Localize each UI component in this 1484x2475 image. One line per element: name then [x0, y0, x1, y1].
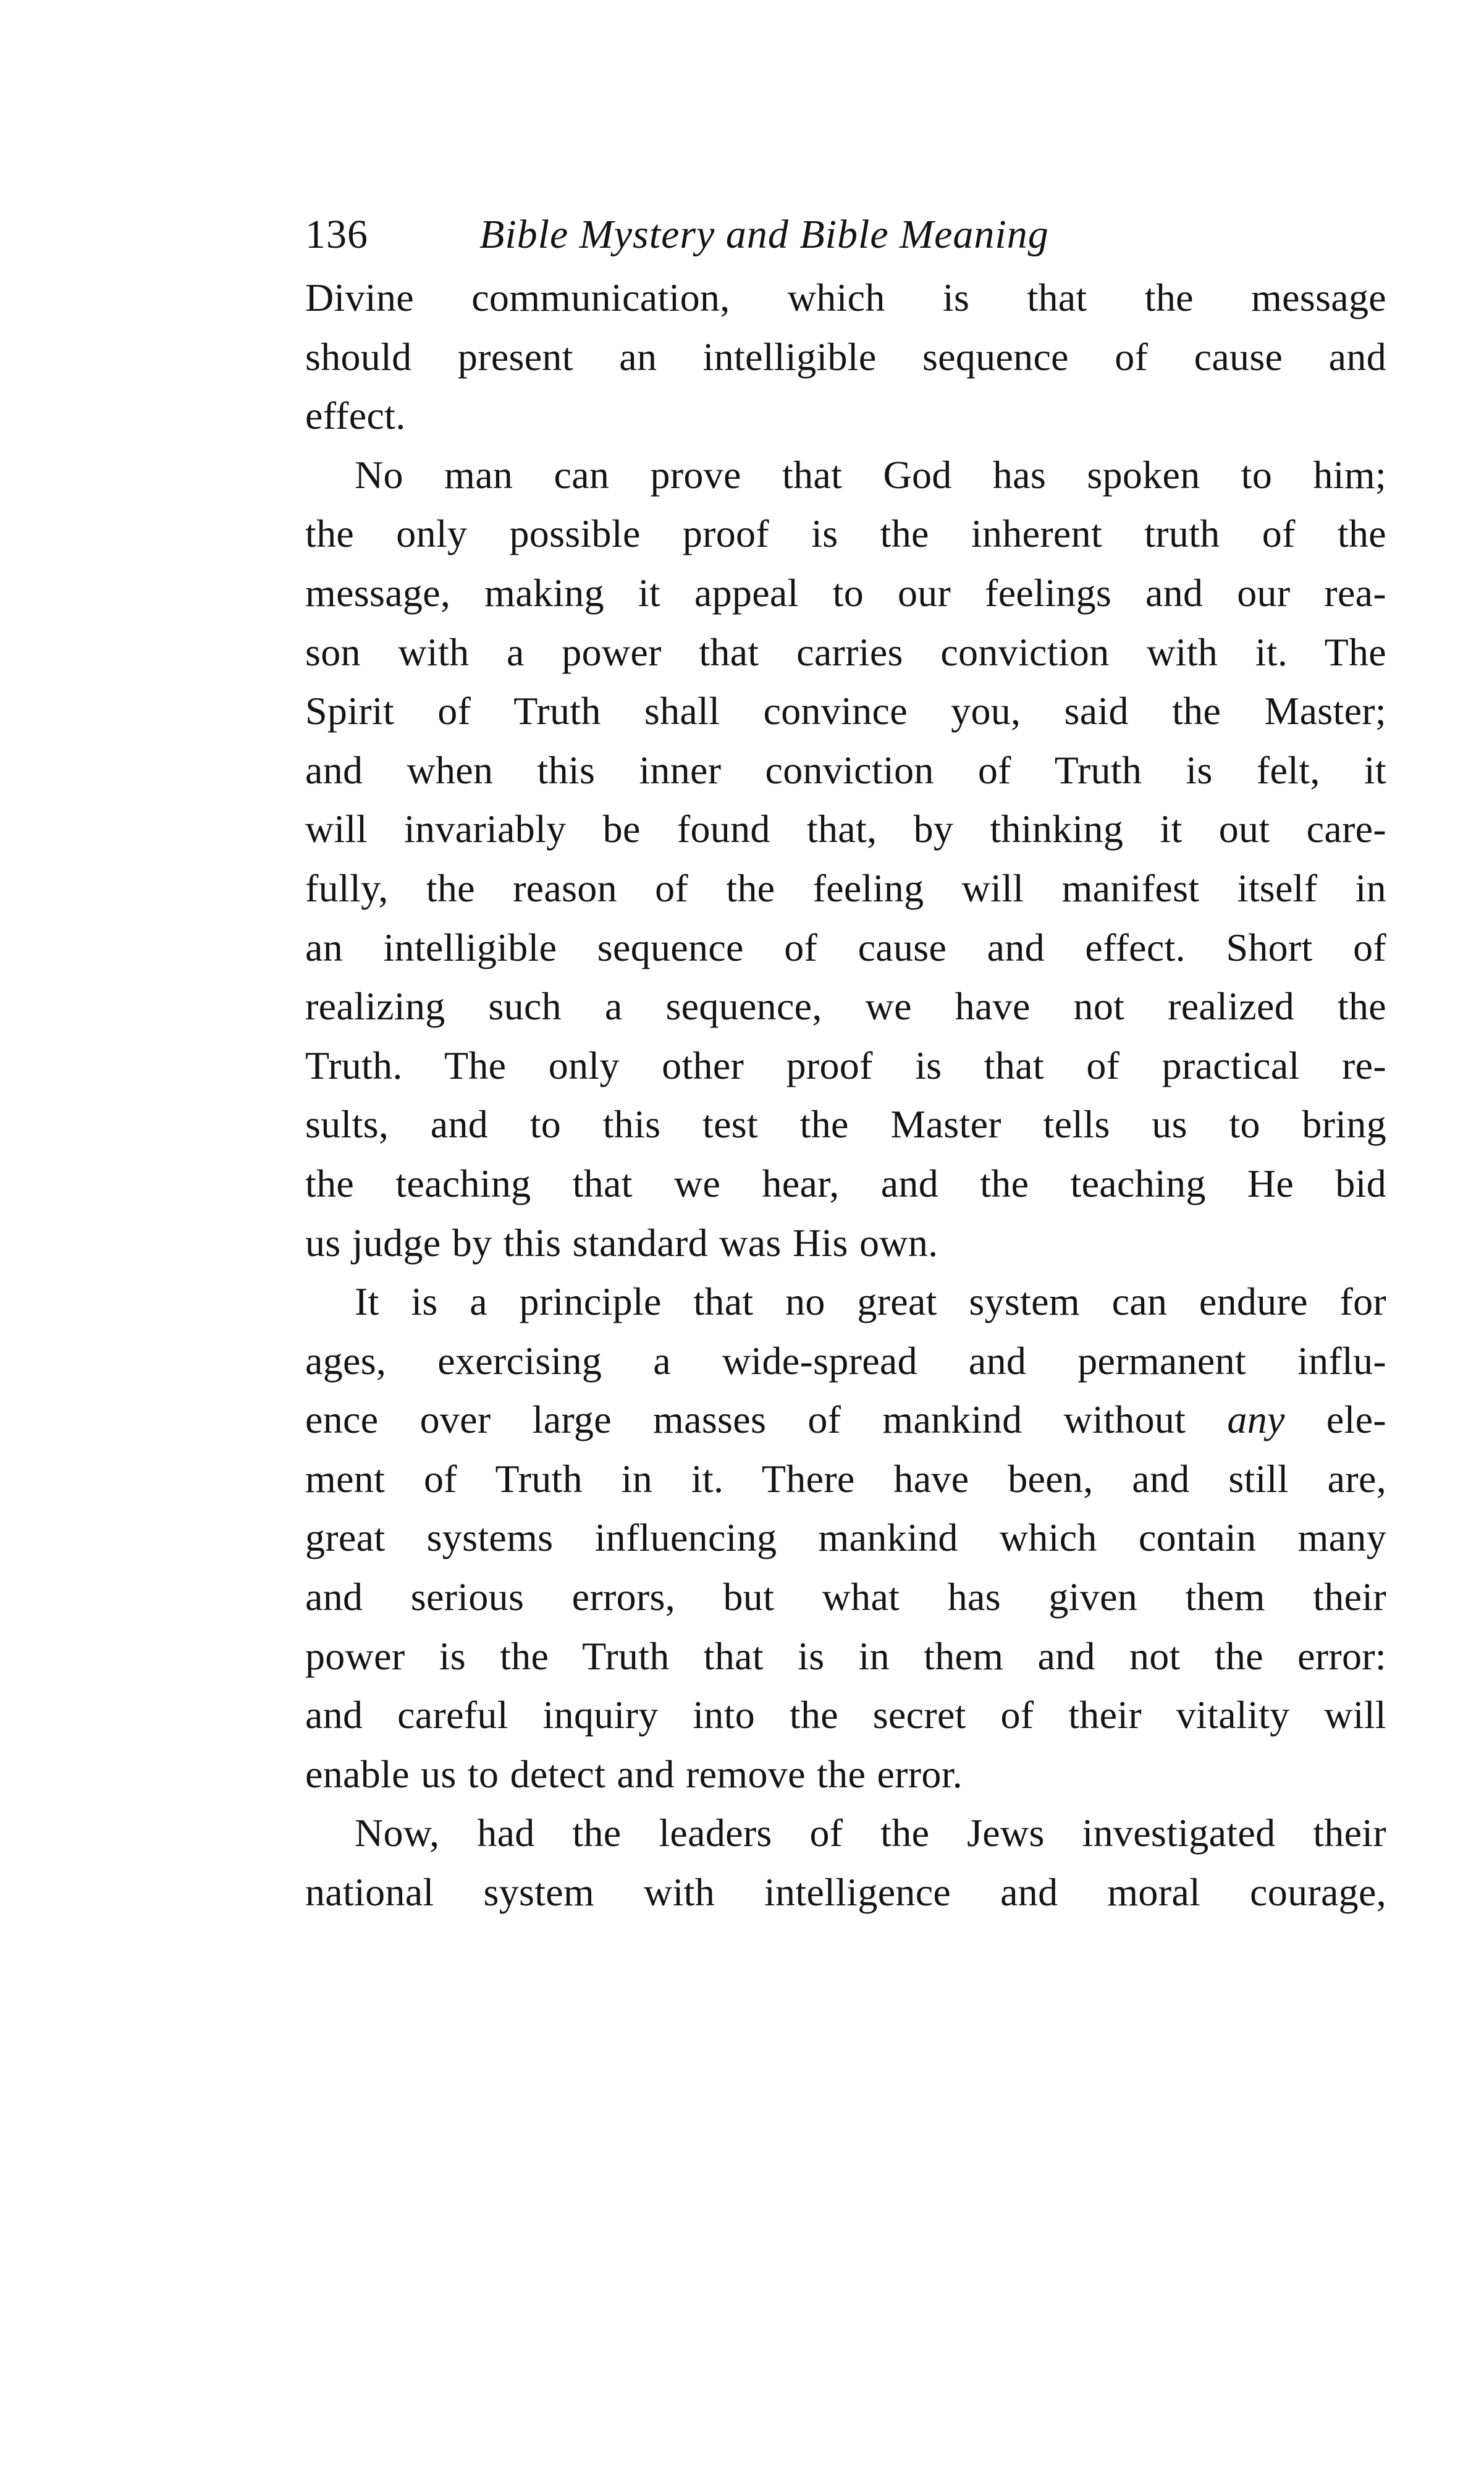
text-line: sults, and to this test the Master tells us to bring	[305, 1102, 1386, 1147]
text-line: and serious errors, but what has given them their	[305, 1575, 1386, 1619]
text-line: should present an intelligible sequence of cause and	[305, 334, 1386, 379]
text-line: the only possible proof is the inherent truth of the	[305, 512, 1386, 556]
text-line: and careful inquiry into the secret of their vitality will	[305, 1693, 1386, 1737]
text-line: the teaching that we hear, and the teaching He bid	[305, 1161, 1386, 1205]
text-line: ence over large masses of mankind without any ele-	[305, 1398, 1386, 1442]
text-line: son with a power that carries conviction with it. The	[305, 630, 1386, 674]
text-line: fully, the reason of the feeling will manifest itself in	[305, 866, 1386, 910]
text-line: effect.	[305, 394, 406, 438]
text-line: Divine communication, which is that the message	[305, 276, 1386, 319]
paragraph-4	[305, 1803, 1386, 1921]
text-line: Truth. The only other proof is that of practical re-	[305, 1043, 1386, 1087]
running-head	[305, 204, 1386, 266]
emphasis: any	[1227, 1398, 1285, 1442]
text-line: Now, had the leaders of the Jews investigated their	[355, 1811, 1386, 1855]
text-line: great systems influencing mankind which contain many	[305, 1516, 1386, 1560]
text-line: message, making it appeal to our feelings and our rea-	[305, 570, 1386, 615]
text-line: No man can prove that God has spoken to him;	[355, 452, 1386, 497]
text-line: power is the Truth that is in them and not the error:	[305, 1634, 1386, 1678]
running-title: Bible Mystery and Bible Meaning	[479, 212, 1049, 257]
page-number: 136	[305, 212, 368, 257]
text-line: It is a principle that no great system can endure for	[355, 1280, 1386, 1324]
paragraph-3	[305, 1272, 1386, 1803]
text-line: national system with intelligence and moral courage,	[305, 1870, 1386, 1915]
text-line: Spirit of Truth shall convince you, said the Master;	[305, 689, 1386, 733]
text-line: enable us to detect and remove the error.	[305, 1752, 963, 1796]
text-line: will invariably be found that, by thinking it out care-	[305, 807, 1386, 851]
text-line: ment of Truth in it. There have been, and still are,	[305, 1456, 1386, 1501]
text-line: and when this inner conviction of Truth is felt, it	[305, 748, 1386, 792]
paragraph-2	[305, 445, 1386, 1272]
text-line: us judge by this standard was His own.	[305, 1220, 938, 1265]
text-block	[305, 204, 1386, 1922]
paragraph-1	[305, 268, 1386, 445]
text-line: ages, exercising a wide-spread and permanent influ-	[305, 1338, 1386, 1383]
text-line: an intelligible sequence of cause and effect. Short of	[305, 925, 1386, 969]
text-line: realizing such a sequence, we have not realized the	[305, 984, 1386, 1029]
